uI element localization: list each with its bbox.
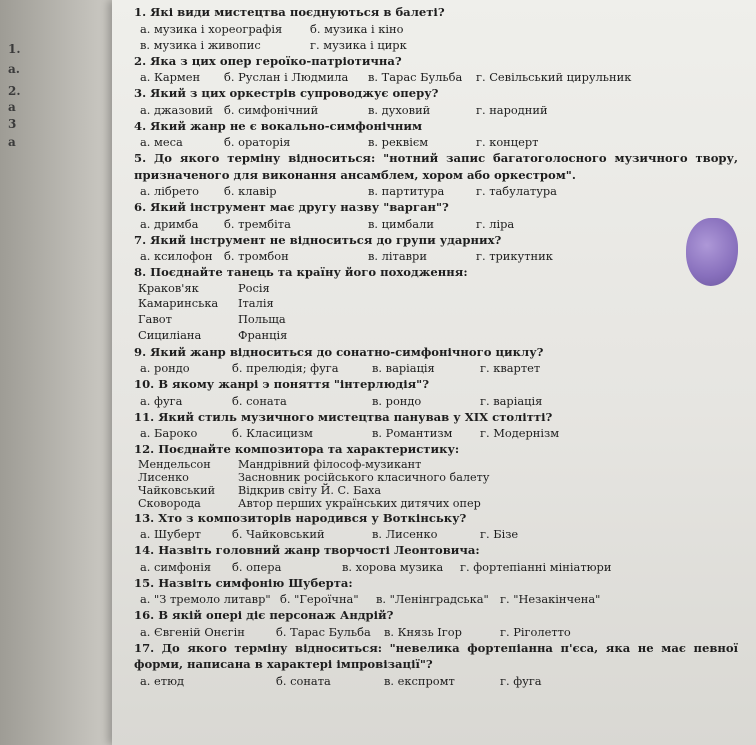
pair-left: Мендельсон [138, 457, 211, 471]
answer-option: в. реквієм [368, 135, 429, 149]
answer-option: в. Лисенко [372, 527, 438, 542]
question-text: 6. Який інструмент має другу назву "варган"? [134, 200, 449, 214]
answer-option: б. соната [276, 673, 331, 688]
question-text: 9. Який жанр відноситься до сонатно-симфонічного циклу? [134, 344, 544, 359]
question-7 [134, 232, 738, 265]
answer-option: а. етюд [140, 673, 185, 688]
pair-row [138, 312, 738, 328]
answer-option: г. Ріголетто [500, 624, 571, 639]
question-text: 15. Назвіть симфонію Шуберта: [134, 575, 353, 590]
question-5 [134, 150, 738, 199]
answer-option: в. рондо [372, 393, 422, 408]
answer-option: б. соната [232, 393, 287, 408]
answer-option: б. музика і кіно [310, 21, 404, 36]
answer-option: а. Шуберт [140, 527, 201, 542]
question-11 [134, 409, 738, 442]
answer-option: в. літаври [368, 249, 427, 263]
answer-option: б. трембіта [224, 216, 291, 231]
answer-option: а. меса [140, 135, 183, 149]
question-1 [134, 4, 738, 53]
pair-row [138, 328, 738, 344]
answer-option: в. Романтизм [372, 426, 453, 441]
answer-option: а. Кармен [140, 70, 201, 84]
question-text: 13. Хто з композиторів народився у Воткінську? [134, 510, 467, 525]
answer-option: г. квартет [480, 361, 541, 376]
answer-option: а. Бароко [140, 426, 198, 441]
answer-option: г. фортепіанні мініатюри [460, 559, 612, 574]
pair-right: Італія [238, 296, 274, 311]
pair-right: Польща [238, 312, 286, 327]
question-2 [134, 53, 738, 86]
pair-row [138, 484, 738, 497]
answer-option: в. музика і живопис [140, 37, 261, 52]
question-text: 14. Назвіть головний жанр творчості Леонтовича: [134, 543, 480, 558]
question-text: 3. Який з цих оркестрів супроводжує оперу? [134, 86, 439, 100]
answer-option: б. тромбон [224, 249, 289, 263]
pair-left: Краков'як [138, 280, 199, 295]
answer-option: в. хорова музика [342, 559, 444, 574]
answer-row [134, 102, 738, 118]
pair-left: Лисенко [138, 470, 189, 484]
question-text: 12. Поєднайте композитора та характеристику: [134, 442, 460, 457]
answer-row [134, 21, 738, 37]
answer-option: в. Князь Ігор [384, 624, 462, 639]
question-15 [134, 575, 738, 608]
answer-row [134, 624, 738, 640]
answer-row [134, 526, 738, 542]
answer-option: а. симфонія [140, 559, 212, 574]
question-text: 2. Яка з цих опер героїко-патріотична? [134, 53, 402, 68]
fragment-text: а [8, 100, 16, 114]
question-16 [134, 607, 738, 640]
pair-right: Засновник російського класичного балету [238, 470, 490, 484]
answer-option: г. "Незакінчена" [500, 592, 601, 607]
pair-row [138, 497, 738, 510]
question-3 [134, 85, 738, 118]
answer-row [134, 591, 738, 607]
answer-row [134, 248, 738, 264]
pair-right: Франція [238, 327, 288, 342]
pair-right: Мандрівний філософ-музикант [238, 457, 422, 471]
pair-left: Камаринська [138, 296, 219, 311]
answer-option: а. Євгеній Онєгін [140, 624, 245, 639]
answer-option: а. рондо [140, 361, 190, 376]
question-17 [134, 640, 738, 689]
answer-option: а. ксилофон [140, 249, 213, 263]
answer-row [134, 216, 738, 232]
question-9 [134, 344, 738, 377]
answer-option: а. дримба [140, 216, 199, 231]
answer-option: г. трикутник [476, 249, 553, 263]
question-text: 4. Який жанр не є вокально-симфонічним [134, 118, 423, 133]
answer-option: б. Чайковський [232, 527, 325, 542]
answer-option: в. варіація [372, 361, 435, 376]
pair-right: Автор перших українських дитячих опер [238, 496, 481, 510]
pair-left: Сициліана [138, 327, 202, 342]
question-text: 16. В якій опері діє персонаж Андрій? [134, 608, 394, 623]
question-4 [134, 118, 738, 151]
pair-left: Сковорода [138, 496, 201, 510]
fragment-text: а. [8, 62, 20, 76]
fragment-text: 2. [8, 84, 21, 98]
answer-option: в. партитура [368, 184, 445, 198]
pair-row [138, 471, 738, 484]
question-13 [134, 510, 738, 543]
question-text: 7. Який інструмент не відноситься до групи ударних? [134, 232, 502, 247]
pair-left: Чайковський [138, 483, 216, 497]
answer-option: а. фуга [140, 393, 183, 408]
answer-option: б. прелюдія; фуга [232, 361, 339, 376]
answer-option: б. Класицизм [232, 426, 313, 441]
question-text: 1. Які види мистецтва поєднуються в балеті? [134, 5, 445, 19]
fragment-text: 3 [8, 117, 17, 131]
answer-option: а. лібрето [140, 184, 199, 198]
pair-left: Гавот [138, 312, 172, 327]
answer-option: в. "Ленінградська" [376, 592, 489, 607]
answer-option: г. табулатура [476, 184, 557, 198]
answer-option: г. фуга [500, 673, 542, 688]
pair-row [138, 296, 738, 312]
answer-row [134, 37, 738, 53]
matching-pairs [134, 458, 738, 510]
answer-option: б. опера [232, 559, 282, 574]
question-6 [134, 199, 738, 232]
answer-row [134, 393, 738, 409]
question-12 [134, 441, 738, 510]
answer-row [134, 425, 738, 441]
answer-option: б. ораторія [224, 135, 291, 149]
answer-option: г. музика і цирк [310, 37, 407, 52]
answer-row [134, 360, 738, 376]
answer-option: г. концерт [476, 135, 539, 149]
answer-row [134, 69, 738, 85]
answer-option: а. джазовий [140, 102, 213, 117]
question-10 [134, 376, 738, 409]
test-sheet [112, 0, 756, 745]
question-text: 11. Який стиль музичного мистецтва панував у XIX столітті? [134, 409, 553, 424]
answer-option: г. Бізе [480, 527, 519, 542]
pair-right: Росія [238, 280, 270, 295]
answer-option: в. Тарас Бульба [368, 70, 463, 84]
answer-option: г. ліра [476, 216, 515, 231]
question-14 [134, 542, 738, 575]
question-text: 10. В якому жанрі э поняття "інтерлюдія"? [134, 377, 430, 392]
answer-row [134, 673, 738, 689]
answer-row [134, 134, 738, 150]
answer-option: г. варіація [480, 393, 543, 408]
answer-row [134, 559, 738, 575]
answer-option: б. Тарас Бульба [276, 624, 371, 639]
fragment-text: 1. [8, 42, 21, 56]
pair-row [138, 281, 738, 297]
fragment-text: а [8, 135, 16, 149]
question-text: 5. До якого терміну відноситься: "нотний запис багатоголосного музичного твору, призначеного для виконання ансамблем, хором або оркестром". [134, 151, 738, 182]
answer-option: б. Руслан і Людмила [224, 70, 349, 84]
answer-option: б. клавір [224, 184, 277, 198]
answer-option: в. цимбали [368, 216, 434, 231]
answer-option: б. симфонічний [224, 102, 319, 117]
answer-option: в. експромт [384, 673, 455, 688]
pair-row [138, 458, 738, 471]
answer-option: г. Севільський цирульник [476, 70, 632, 84]
answer-option: в. духовий [368, 102, 431, 117]
answer-option: г. Модернізм [480, 426, 560, 441]
answer-option: а. музика і хореографія [140, 21, 283, 36]
answer-row [134, 183, 738, 199]
question-text: 17. До якого терміну відноситься: "невелика фортепіанна п'єса, яка не має певної форми, написана в характері імпровізації"? [134, 640, 738, 672]
question-8 [134, 264, 738, 344]
pair-right: Відкрив світу Й. С. Баха [238, 483, 382, 497]
matching-pairs [134, 281, 738, 344]
answer-option: г. народний [476, 102, 548, 117]
answer-option: а. "З тремоло литавр" [140, 592, 271, 607]
question-text: 8. Поєднайте танець та країну його походження: [134, 265, 468, 279]
answer-option: б. "Героїчна" [280, 592, 359, 607]
